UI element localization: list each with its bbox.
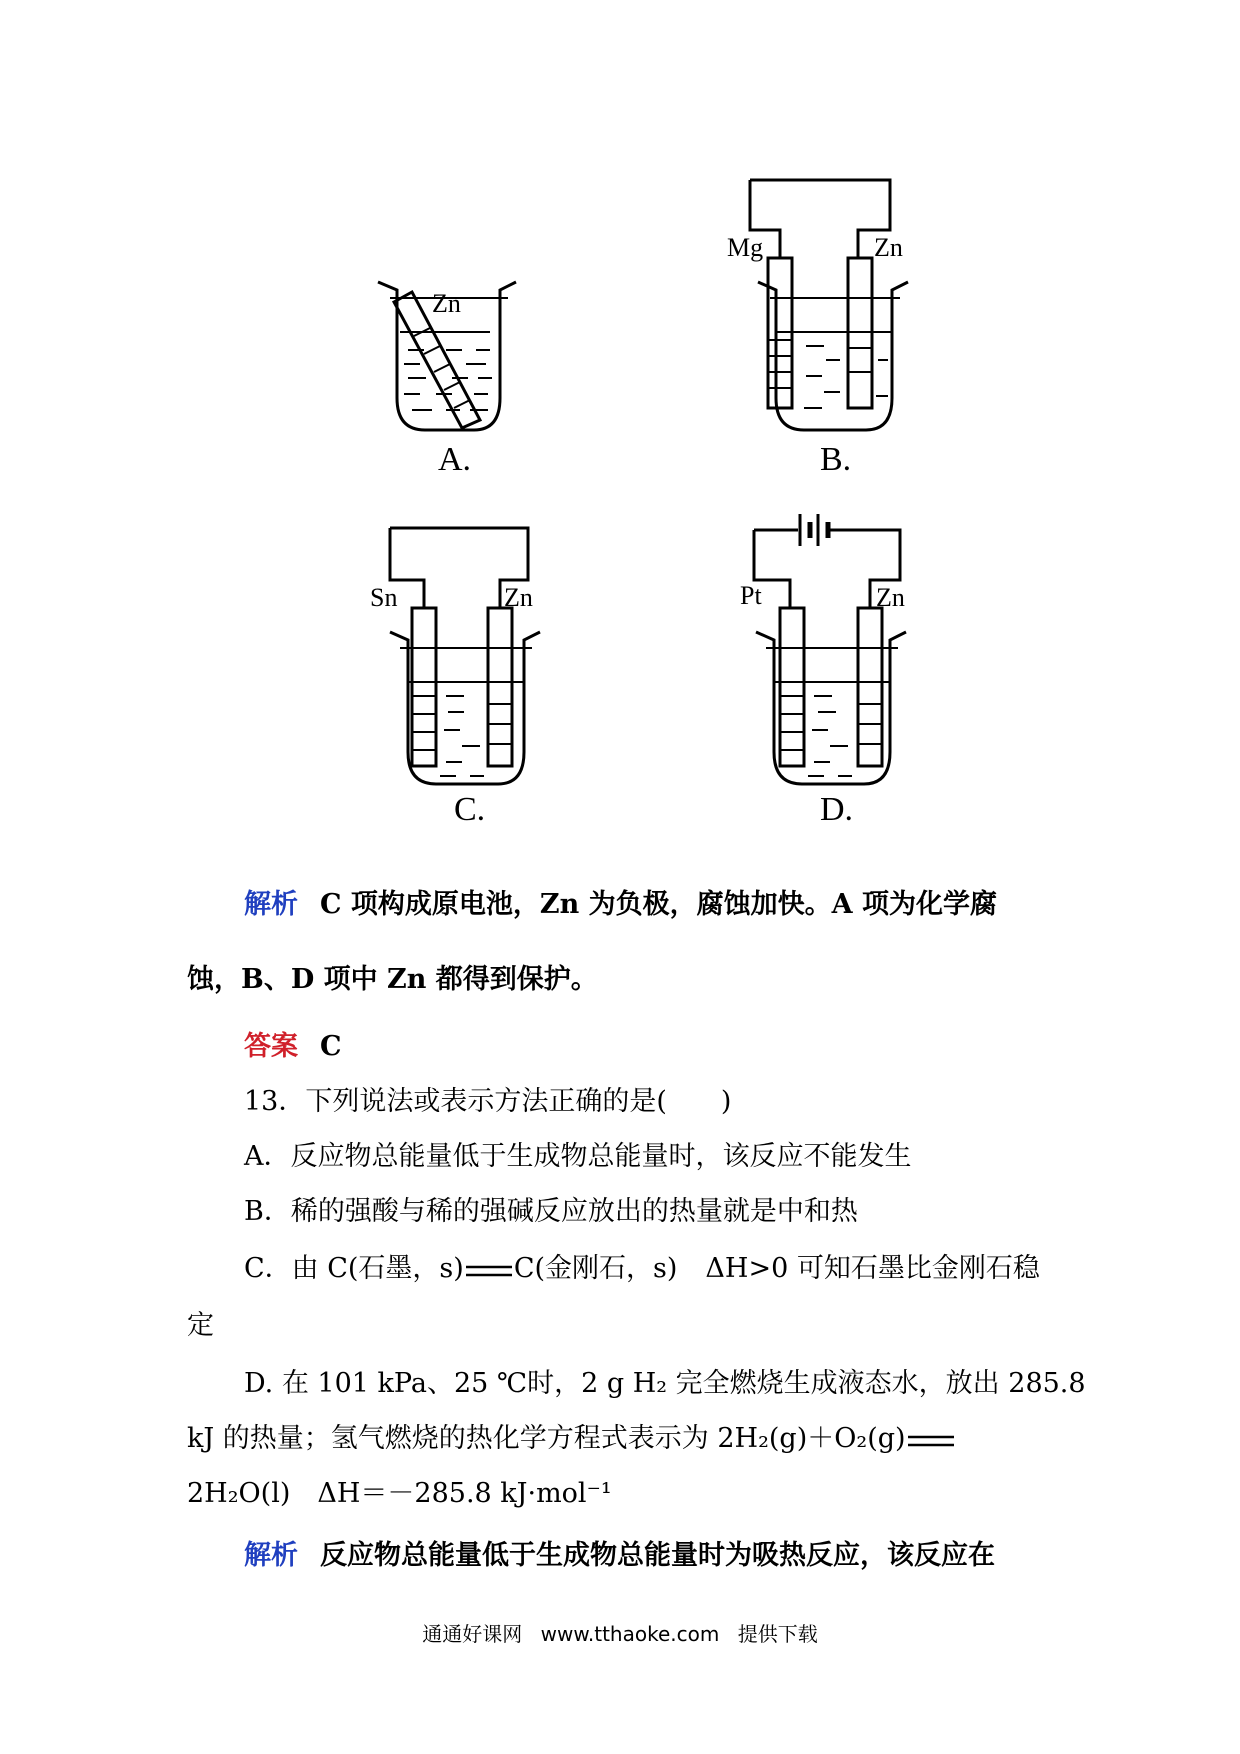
equilibrium-sign-d xyxy=(906,1426,956,1453)
question-13-option-b: B．稀的强酸与稀的强碱反应放出的热量就是中和热 xyxy=(244,1196,858,1227)
question-13-option-a: A．反应物总能量低于生成物总能量时，该反应不能发生 xyxy=(244,1141,912,1172)
beaker-c xyxy=(390,528,540,784)
option-d-line-2-text: kJ 的热量；氢气燃烧的热化学方程式表示为 2H₂(g)＋O₂(g) xyxy=(187,1423,906,1454)
option-c-dh: ΔH>0 可知石墨比金刚石稳 xyxy=(705,1253,1040,1284)
equilibrium-sign xyxy=(464,1256,514,1283)
analysis-13-text: 反应物总能量低于生成物总能量时为吸热反应，该反应在 xyxy=(320,1540,995,1571)
electrode-label-b-left: Mg xyxy=(727,233,764,262)
question-13-option-c xyxy=(244,1255,1040,1283)
answer-value: C xyxy=(320,1031,342,1062)
footer-site-name: 通通好课网 xyxy=(422,1622,523,1646)
caption-b: B. xyxy=(820,441,852,478)
answer-label: 答案 xyxy=(244,1031,298,1062)
electrode-label-c-right: Zn xyxy=(504,583,533,612)
beaker-figure xyxy=(0,0,1240,860)
analysis-13-line-1 xyxy=(244,1542,995,1569)
electrode-label-c-left: Sn xyxy=(370,583,398,612)
question-13-option-d-line-3: 2H₂O(l) ΔH＝－285.8 kJ·mol⁻¹ xyxy=(187,1478,612,1509)
footer-url[interactable]: www.tthaoke.com xyxy=(540,1622,720,1646)
caption-d: D. xyxy=(820,791,854,828)
zn-electrode-d xyxy=(858,608,882,766)
answer-12 xyxy=(244,1033,342,1060)
question-13-option-d-line-2 xyxy=(187,1425,956,1453)
battery-symbol xyxy=(800,514,828,546)
electrode-label-a: Zn xyxy=(432,289,461,318)
option-c-head: C．由 C(石墨，s) xyxy=(244,1253,464,1284)
electrode-label-d-left: Pt xyxy=(740,581,762,610)
equal-bars-icon xyxy=(464,1264,514,1278)
sn-electrode xyxy=(412,608,436,766)
question-13-option-d-line-1: D. 在 101 kPa、25 ℃时，2 g H₂ 完全燃烧生成液态水，放出 285.8 xyxy=(244,1368,1086,1399)
beaker-diagrams xyxy=(0,0,1240,860)
pt-electrode xyxy=(780,608,804,766)
beaker-d xyxy=(754,514,906,784)
electrode-label-b-right: Zn xyxy=(874,233,903,262)
analysis-12-line-1 xyxy=(244,891,997,918)
page-footer xyxy=(0,1618,1240,1647)
equal-bars-icon-d xyxy=(906,1434,956,1448)
zn-electrode-c xyxy=(488,608,512,766)
analysis-text: C 项构成原电池，Zn 为负极，腐蚀加快。A 项为化学腐 xyxy=(320,889,997,920)
question-13-option-c-line-2: 定 xyxy=(187,1310,214,1341)
caption-c: C. xyxy=(454,791,486,828)
question-13-stem: 13．下列说法或表示方法正确的是( ) xyxy=(244,1086,732,1117)
caption-a: A. xyxy=(438,441,472,478)
electrode-label-d-right: Zn xyxy=(876,583,905,612)
analysis-label: 解析 xyxy=(244,889,298,920)
beaker-b xyxy=(750,180,908,430)
footer-tail: 提供下载 xyxy=(737,1622,818,1646)
analysis-13-label: 解析 xyxy=(244,1540,298,1571)
option-c-mid: C(金刚石，s) xyxy=(513,1253,678,1284)
analysis-12-line-2: 蚀，B、D 项中 Zn 都得到保护。 xyxy=(187,964,598,995)
